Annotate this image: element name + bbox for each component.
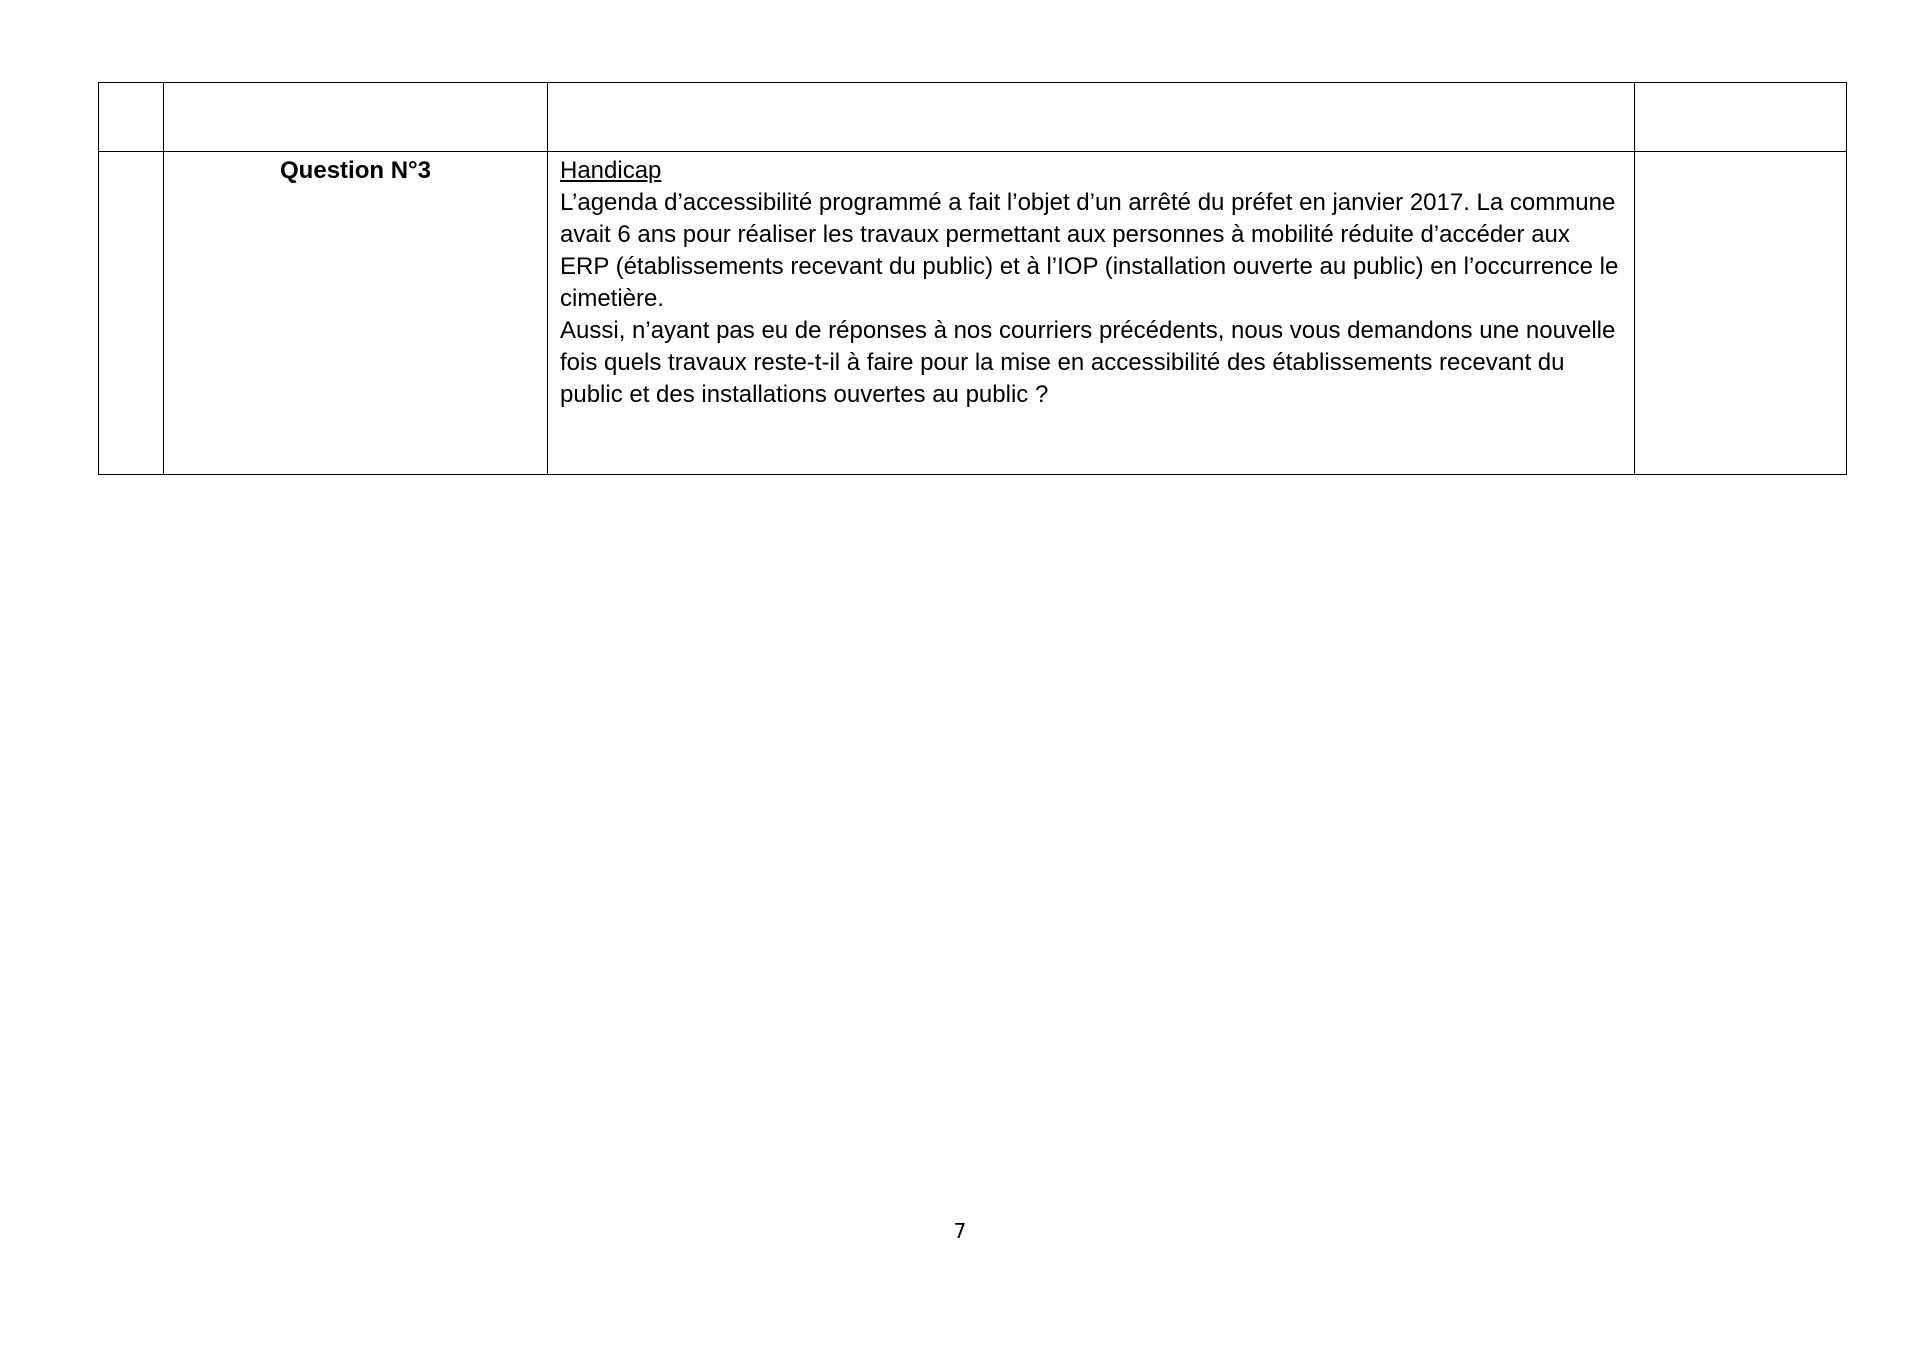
question-label-cell <box>164 152 548 475</box>
questions-table <box>98 82 1847 475</box>
table-row <box>99 152 1847 475</box>
table-cell <box>548 83 1635 152</box>
table-cell <box>99 83 164 152</box>
question-paragraph: Aussi, n’ayant pas eu de réponses à nos courriers précédents, nous vous demandons une nouvelle fois quels travaux reste-t-il à faire pour la mise en accessibilité des établissements recevant du public et des installations ouvertes au public ? <box>560 317 1616 408</box>
table-cell <box>164 83 548 152</box>
table-row <box>99 83 1847 152</box>
question-label: Question N°3 <box>280 157 431 184</box>
question-paragraph: L’agenda d’accessibilité programmé a fait l’objet d’un arrêté du préfet en janvier 2017. La commune avait 6 ans pour réaliser les travaux permettant aux personnes à mobilité réduite d’accéder aux ERP (établissements recevant du public) et à l’IOP (installation ouverte au public) en l’occurrence le cimetière. <box>560 189 1619 312</box>
page-number: 7 <box>953 1219 967 1243</box>
table-cell <box>99 152 164 475</box>
table-cell <box>1635 152 1847 475</box>
question-content-cell <box>548 152 1635 475</box>
question-topic: Handicap <box>560 157 662 184</box>
table-cell <box>1635 83 1847 152</box>
